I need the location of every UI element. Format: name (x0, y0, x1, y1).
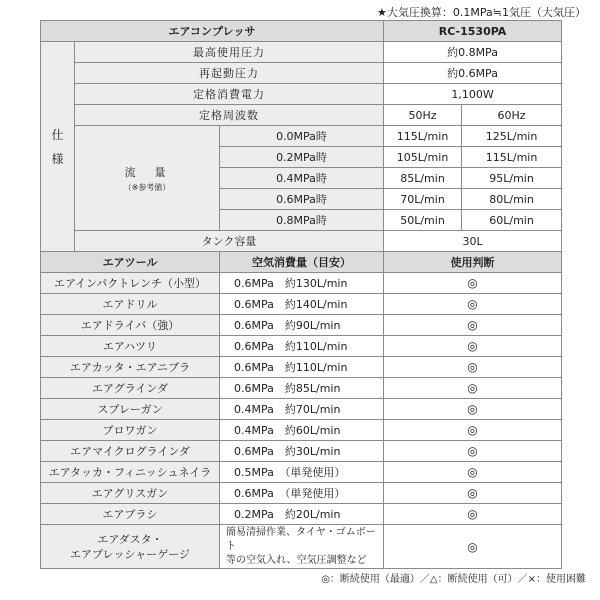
flow-value-50hz: 115L/min (384, 126, 462, 147)
usage-judgement: ◎ (384, 462, 562, 483)
tool-row (41, 315, 562, 336)
tool-name: エアカッタ・エアニブラ (41, 357, 220, 378)
usage-judgement: ◎ (384, 441, 562, 462)
tank-row (41, 231, 562, 252)
flow-value-50hz: 85L/min (384, 168, 462, 189)
usage-judgement: ◎ (384, 336, 562, 357)
tool-row (41, 378, 562, 399)
usage-judgement: ◎ (384, 504, 562, 525)
tool-name-line: エアダスタ・ (97, 532, 163, 546)
compressor-spec-table (40, 20, 562, 569)
tool-row (41, 294, 562, 315)
tool-row (41, 504, 562, 525)
tool-name: エアマイクログラインダ (41, 441, 220, 462)
flow-value-60hz: 95L/min (462, 168, 562, 189)
tool-row (41, 273, 562, 294)
flow-row (41, 126, 562, 147)
flow-value-60hz: 60L/min (462, 210, 562, 231)
air-consumption: 0.4MPa 約60L/min (220, 420, 384, 441)
air-consumption (220, 525, 384, 569)
frequency-label: 定格周波数 (75, 105, 384, 126)
flow-value-60hz: 115L/min (462, 147, 562, 168)
usage-judgement: ◎ (384, 273, 562, 294)
pressure-conversion-note: ★大気圧換算：0.1MPa≒1気圧（大気圧） (377, 6, 586, 19)
tool-name: エアブラシ (41, 504, 220, 525)
flow-value-60hz: 80L/min (462, 189, 562, 210)
tool-name: エアグリスガン (41, 483, 220, 504)
tool-row (41, 357, 562, 378)
spec-value: 約0.6MPa (384, 63, 562, 84)
usage-judgement: ◎ (384, 399, 562, 420)
usage-judgement: ◎ (384, 378, 562, 399)
spec-label: 最高使用圧力 (75, 42, 384, 63)
tool-name (41, 525, 220, 569)
tool-name: ブロワガン (41, 420, 220, 441)
air-consumption: 0.6MPa 約85L/min (220, 378, 384, 399)
usage-judgement-header: 使用判断 (384, 252, 562, 273)
tool-name: エアタッカ・フィニッシュネイラ (41, 462, 220, 483)
tank-label: タンク容量 (75, 231, 384, 252)
tool-row (41, 336, 562, 357)
air-consumption: 0.4MPa 約70L/min (220, 399, 384, 420)
air-consumption: 0.2MPa 約20L/min (220, 504, 384, 525)
air-consumption: 0.6MPa （単発使用） (220, 483, 384, 504)
usage-judgement: ◎ (384, 294, 562, 315)
tool-column-header: エアツール (41, 252, 220, 273)
spec-row (41, 84, 562, 105)
spec-row (41, 63, 562, 84)
tool-row (41, 483, 562, 504)
air-consumption: 0.6MPa 約140L/min (220, 294, 384, 315)
flow-label-cell (75, 126, 220, 231)
frequency-50hz: 50Hz (384, 105, 462, 126)
spec-value: 1,100W (384, 84, 562, 105)
spec-label: 再起動圧力 (75, 63, 384, 84)
air-consumption: 0.6MPa 約90L/min (220, 315, 384, 336)
tool-row (41, 462, 562, 483)
air-consumption: 0.5MPa （単発使用） (220, 462, 384, 483)
usage-judgement: ◎ (384, 315, 562, 336)
tool-name: スプレーガン (41, 399, 220, 420)
flow-value-60hz: 125L/min (462, 126, 562, 147)
frequency-row (41, 105, 562, 126)
spec-label: 定格消費電力 (75, 84, 384, 105)
usage-judgement: ◎ (384, 357, 562, 378)
tool-name: エアドライバ（強） (41, 315, 220, 336)
flow-pressure: 0.8MPa時 (220, 210, 384, 231)
flow-pressure: 0.0MPa時 (220, 126, 384, 147)
tool-name: エアグラインダ (41, 378, 220, 399)
air-consumption-line: 等の空気入れ、空気圧調整など (226, 554, 367, 566)
air-consumption: 0.6MPa 約110L/min (220, 357, 384, 378)
spec-row (41, 42, 562, 63)
air-consumption-header: 空気消費量（目安） (220, 252, 384, 273)
usage-judgement: ◎ (384, 483, 562, 504)
usage-judgement: ◎ (384, 420, 562, 441)
tool-name: エアドリル (41, 294, 220, 315)
flow-title: 流 量 (124, 165, 170, 179)
tool-row (41, 420, 562, 441)
usage-legend-note: ◎：断続使用（最適）／△：断続使用（可）／×：使用困難 (321, 574, 586, 585)
air-consumption: 0.6MPa 約130L/min (220, 273, 384, 294)
flow-pressure: 0.4MPa時 (220, 168, 384, 189)
frequency-60hz: 60Hz (462, 105, 562, 126)
flow-reference-note: （※参考値） (123, 182, 171, 192)
air-consumption: 0.6MPa 約30L/min (220, 441, 384, 462)
tool-name: エアインパクトレンチ（小型） (41, 273, 220, 294)
flow-value-50hz: 50L/min (384, 210, 462, 231)
air-consumption-line: 簡易清掃作業、タイヤ・ゴムボート (226, 526, 376, 552)
tool-row (41, 399, 562, 420)
spec-value: 約0.8MPa (384, 42, 562, 63)
tool-name-line: エアプレッシャーゲージ (69, 547, 190, 561)
usage-judgement: ◎ (384, 525, 562, 569)
model-number: RC-1530PA (384, 21, 562, 42)
flow-pressure: 0.6MPa時 (220, 189, 384, 210)
flow-value-50hz: 70L/min (384, 189, 462, 210)
flow-pressure: 0.2MPa時 (220, 147, 384, 168)
tool-row (41, 441, 562, 462)
tool-row (41, 525, 562, 569)
flow-value-50hz: 105L/min (384, 147, 462, 168)
spec-side-label: 仕 様 (41, 42, 75, 252)
compressor-header: エアコンプレッサ (41, 21, 384, 42)
tool-name: エアハツリ (41, 336, 220, 357)
air-consumption: 0.6MPa 約110L/min (220, 336, 384, 357)
tank-value: 30L (384, 231, 562, 252)
tool-header-row (41, 252, 562, 273)
